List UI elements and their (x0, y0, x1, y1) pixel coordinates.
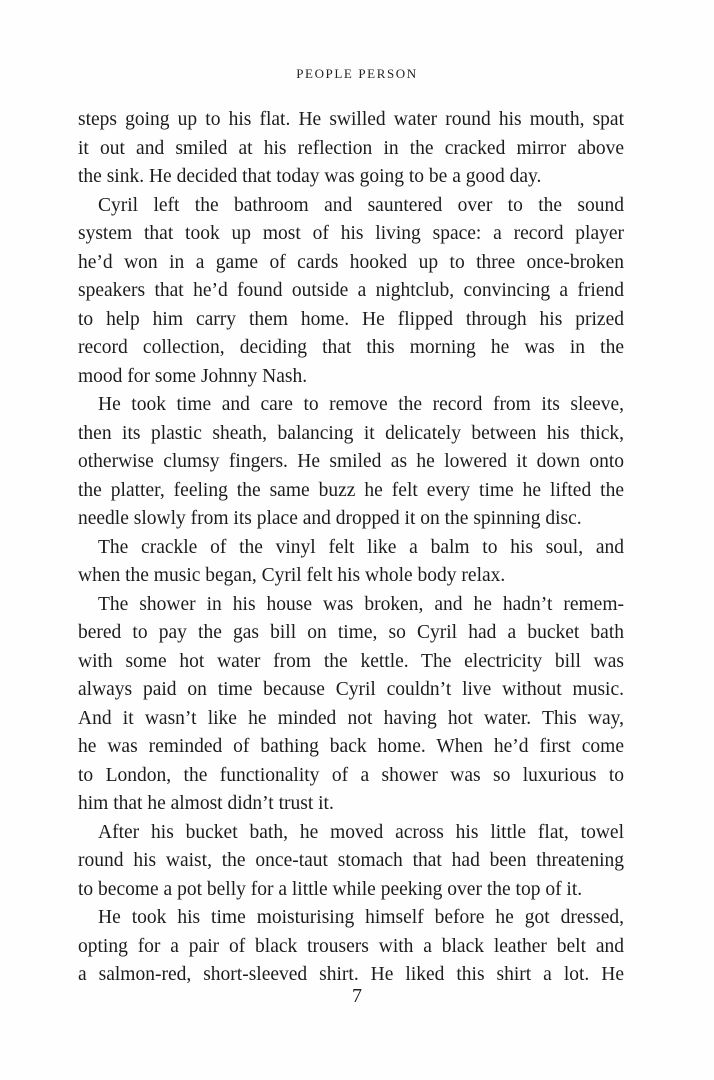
text-line: mood for some Johnny Nash. (78, 365, 308, 387)
text-line: bered to pay the gas bill on time, so Cyril had a bucket bath (78, 622, 624, 643)
text-line: him that he almost didn’t trust it. (78, 793, 334, 814)
text-line: then its plastic sheath, balancing it delicately between his thick, (78, 422, 624, 444)
text-line: it out and smiled at his reflection in the cracked mirror above (78, 137, 624, 159)
running-head: PEOPLE PERSON (296, 66, 418, 81)
text-line: record collection, deciding that this morning he was in the (78, 337, 624, 358)
text-line: needle slowly from its place and dropped it on the spinning disc. (78, 508, 582, 529)
text-line: to help him carry them home. He flipped through his prized (78, 308, 624, 330)
text-line: speakers that he’d found outside a nightclub, convincing a friend (78, 280, 624, 301)
text-line: system that took up most of his living space: a record player (78, 223, 624, 244)
text-line: he was reminded of bathing back home. When he’d first come (78, 736, 624, 757)
text-line: round his waist, the once-taut stomach that had been threatening (78, 850, 624, 871)
text-line: opting for a pair of black trousers with a black leather belt and (78, 935, 624, 957)
text-line: He took his time moisturising himself before he got dressed, (98, 907, 624, 928)
page-number: 7 (352, 985, 362, 1007)
text-line: steps going up to his flat. He swilled water round his mouth, spat (78, 109, 624, 130)
text-line: to become a pot belly for a little while peeking over the top of it. (78, 878, 583, 900)
text-line: to London, the functionality of a shower was so luxurious to (78, 764, 624, 786)
text-line: After his bucket bath, he moved across his little flat, towel (98, 821, 624, 843)
text-line: a salmon-red, short-sleeved shirt. He liked this shirt a lot. He (78, 964, 624, 985)
text-line: the sink. He decided that today was going to be a good day. (78, 166, 542, 187)
text-line: And it wasn’t like he minded not having hot water. This way, (78, 707, 624, 729)
text-line: The shower in his house was broken, and he hadn’t remem- (98, 593, 624, 615)
text-line: the platter, feeling the same buzz he felt every time he lifted the (78, 479, 624, 501)
text-line: when the music began, Cyril felt his whole body relax. (78, 565, 506, 586)
text-line: he’d won in a game of cards hooked up to three once-broken (78, 251, 624, 273)
text-line: Cyril left the bathroom and sauntered over to the sound (98, 194, 624, 216)
text-line: with some hot water from the kettle. The electricity bill was (78, 650, 624, 672)
text-line: otherwise clumsy fingers. He smiled as he lowered it down onto (78, 451, 624, 472)
body-text (78, 106, 624, 990)
text-line: always paid on time because Cyril couldn’t live without music. (78, 679, 624, 700)
text-line: He took time and care to remove the record from its sleeve, (98, 394, 624, 415)
text-line: The crackle of the vinyl felt like a balm to his soul, and (98, 536, 624, 558)
